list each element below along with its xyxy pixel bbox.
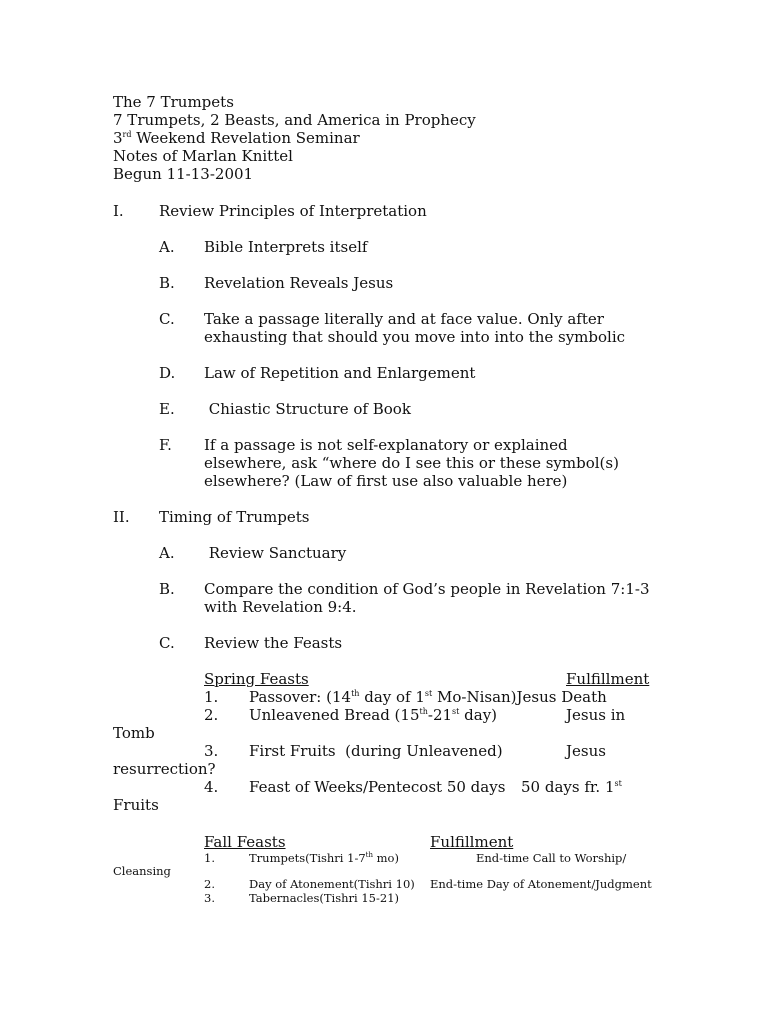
feast-text: Day of Atonement(Tishri 10): [249, 877, 415, 891]
spring-fulfillment-header: Fulfillment: [566, 670, 650, 688]
feast-text: Passover: (14th day of 1st Mo-Nisan)Jesus Death: [249, 688, 607, 706]
title-line: The 7 Trumpets: [113, 93, 234, 111]
item-letter: D.: [159, 364, 176, 382]
date-line: Begun 11-13-2001: [113, 165, 254, 183]
item-text: with Revelation 9:4.: [204, 598, 357, 616]
feast-text: Unleavened Bread (15th-21st day): [249, 706, 498, 724]
feast-fulfillment: Jesus: [566, 742, 606, 760]
section-title: Timing of Trumpets: [159, 508, 310, 526]
item-text: Take a passage literally and at face value. Only after: [204, 310, 604, 328]
feast-fulfillment-wrap: Fruits: [113, 796, 159, 814]
feast-number: 2.: [204, 706, 219, 724]
feast-fulfillment: End-time Call to Worship/: [476, 851, 627, 865]
feast-fulfillment-wrap: Tomb: [113, 724, 155, 742]
subtitle-line: 7 Trumpets, 2 Beasts, and America in Prophecy: [113, 111, 476, 129]
item-letter: B.: [159, 274, 175, 292]
item-letter: C.: [159, 634, 175, 652]
feast-fulfillment: Jesus in: [566, 706, 626, 724]
item-text: Chiastic Structure of Book: [204, 400, 411, 418]
feast-fulfillment-wrap: Cleansing: [113, 864, 171, 878]
seminar-line: 3rd Weekend Revelation Seminar: [113, 129, 360, 147]
item-text: exhausting that should you move into into the symbolic: [204, 328, 626, 346]
feast-number: 3.: [204, 891, 215, 905]
item-text: elsewhere? (Law of first use also valuable here): [204, 472, 568, 490]
item-letter: C.: [159, 310, 175, 328]
section-numeral: I.: [113, 202, 124, 220]
feast-number: 2.: [204, 877, 215, 891]
feast-text: Trumpets(Tishri 1-7th mo): [249, 851, 399, 865]
item-text: Revelation Reveals Jesus: [204, 274, 394, 292]
spring-feasts-header: Spring Feasts: [204, 670, 309, 688]
feast-number: 4.: [204, 778, 219, 796]
fall-fulfillment-header: Fulfillment: [430, 833, 514, 851]
author-line: Notes of Marlan Knittel: [113, 147, 293, 165]
feast-text: Tabernacles(Tishri 15-21): [249, 891, 399, 905]
item-text: Compare the condition of God’s people in Revelation 7:1-3: [204, 580, 650, 598]
feast-fulfillment: End-time Day of Atonement/Judgment: [430, 877, 652, 891]
item-letter: A.: [159, 544, 175, 562]
item-text: Bible Interprets itself: [204, 238, 368, 256]
feast-number: 1.: [204, 851, 215, 865]
item-text: Review Sanctuary: [204, 544, 347, 562]
fall-feasts-header: Fall Feasts: [204, 833, 286, 851]
feast-number: 3.: [204, 742, 219, 760]
feast-text: First Fruits (during Unleavened): [249, 742, 503, 760]
item-letter: F.: [159, 436, 172, 454]
item-letter: A.: [159, 238, 175, 256]
feast-text: Feast of Weeks/Pentecost 50 days: [249, 778, 506, 796]
item-text: Review the Feasts: [204, 634, 343, 652]
item-letter: E.: [159, 400, 175, 418]
item-text: Law of Repetition and Enlargement: [204, 364, 476, 382]
item-text: If a passage is not self-explanatory or explained: [204, 436, 568, 454]
feast-fulfillment: 50 days fr. 1st: [521, 778, 622, 796]
section-numeral: II.: [113, 508, 130, 526]
feast-number: 1.: [204, 688, 219, 706]
item-text: elsewhere, ask “where do I see this or these symbol(s): [204, 454, 619, 472]
section-title: Review Principles of Interpretation: [159, 202, 427, 220]
item-letter: B.: [159, 580, 175, 598]
feast-fulfillment-wrap: resurrection?: [113, 760, 216, 778]
